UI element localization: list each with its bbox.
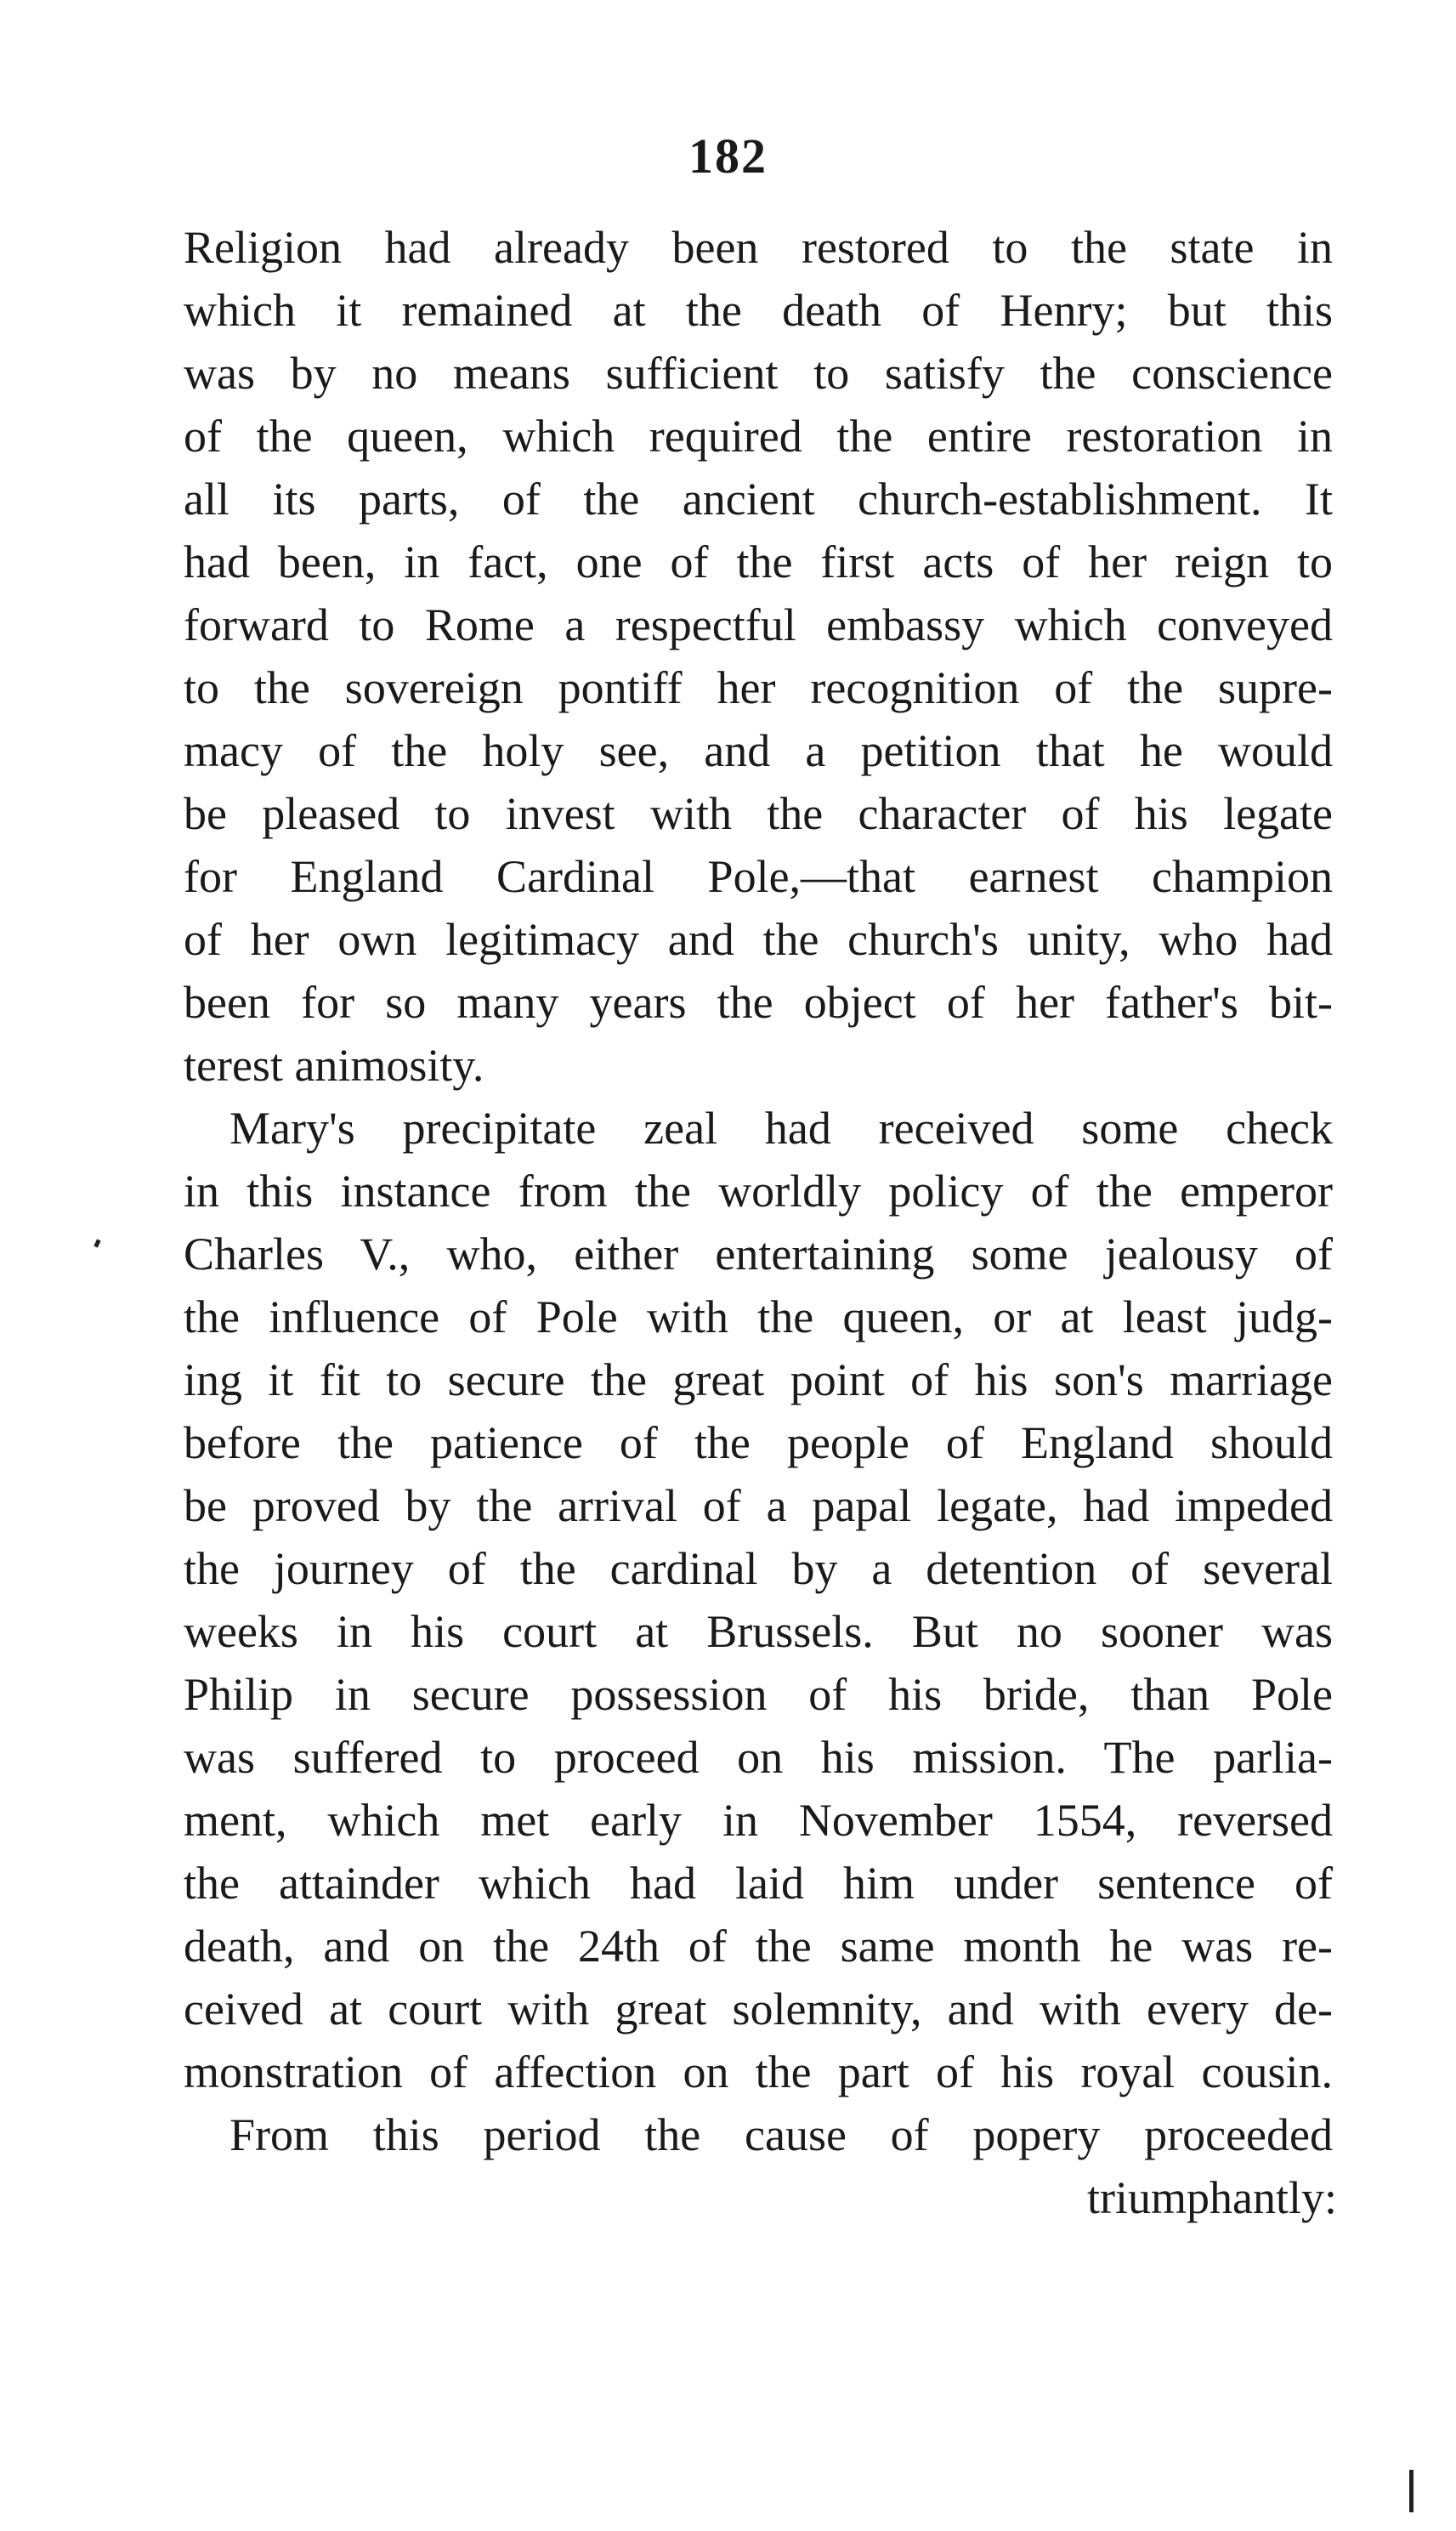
text-line: weeks in his court at Brussels. But no sooner was	[184, 1606, 1333, 1657]
text-line: Mary's precipitate zeal had received some check	[229, 1103, 1333, 1154]
text-line: of her own legitimacy and the church's unity, who had	[184, 914, 1333, 965]
text-line: before the patience of the people of England should	[184, 1417, 1333, 1468]
text-line: the influence of Pole with the queen, or at least judg-	[184, 1291, 1333, 1342]
text-line: Religion had already been restored to the state in	[184, 222, 1333, 273]
catchword: triumphantly:	[1087, 2172, 1337, 2223]
text-line: the attainder which had laid him under sentence of	[184, 1858, 1333, 1909]
text-line: be proved by the arrival of a papal legate, had impeded	[184, 1480, 1333, 1531]
margin-mark	[1409, 2470, 1414, 2512]
text-line: From this period the cause of popery proceeded	[229, 2109, 1333, 2160]
text-line: be pleased to invest with the character of his legate	[184, 788, 1333, 839]
text-line: forward to Rome a respectful embassy which conveyed	[184, 599, 1333, 650]
text-line: was suffered to proceed on his mission. The parlia-	[184, 1732, 1333, 1783]
page-number: 182	[688, 128, 768, 184]
text-line: in this instance from the worldly policy of the emperor	[184, 1166, 1333, 1217]
text-line: which it remained at the death of Henry; but this	[184, 285, 1333, 336]
text-line: of the queen, which required the entire restoration in	[184, 411, 1333, 462]
text-line: monstration of affection on the part of his royal cousin.	[184, 2046, 1333, 2097]
text-line: the journey of the cardinal by a detention of several	[184, 1543, 1333, 1594]
text-line: ing it fit to secure the great point of his son's marriage	[184, 1354, 1333, 1405]
text-line: ceived at court with great solemnity, and with every de-	[184, 1983, 1333, 2034]
text-line: Charles V., who, either entertaining some jealousy of	[184, 1229, 1333, 1280]
text-line: macy of the holy see, and a petition that he would	[184, 725, 1333, 776]
ink-speck	[93, 1239, 100, 1247]
text-line: all its parts, of the ancient church-establishment. It	[184, 474, 1333, 525]
text-line: was by no means sufficient to satisfy the conscience	[184, 348, 1333, 399]
text-line: for England Cardinal Pole,—that earnest champion	[184, 851, 1333, 902]
text-line: death, and on the 24th of the same month he was re-	[184, 1921, 1333, 1972]
text-line: been for so many years the object of her father's bit-	[184, 977, 1333, 1028]
text-line: terest animosity.	[184, 1040, 484, 1091]
text-line: ment, which met early in November 1554, reversed	[184, 1795, 1333, 1846]
text-line: Philip in secure possession of his bride, than Pole	[184, 1669, 1333, 1720]
text-line: had been, in fact, one of the first acts of her reign to	[184, 536, 1333, 587]
text-line: to the sovereign pontiff her recognition of the supre-	[184, 662, 1333, 713]
